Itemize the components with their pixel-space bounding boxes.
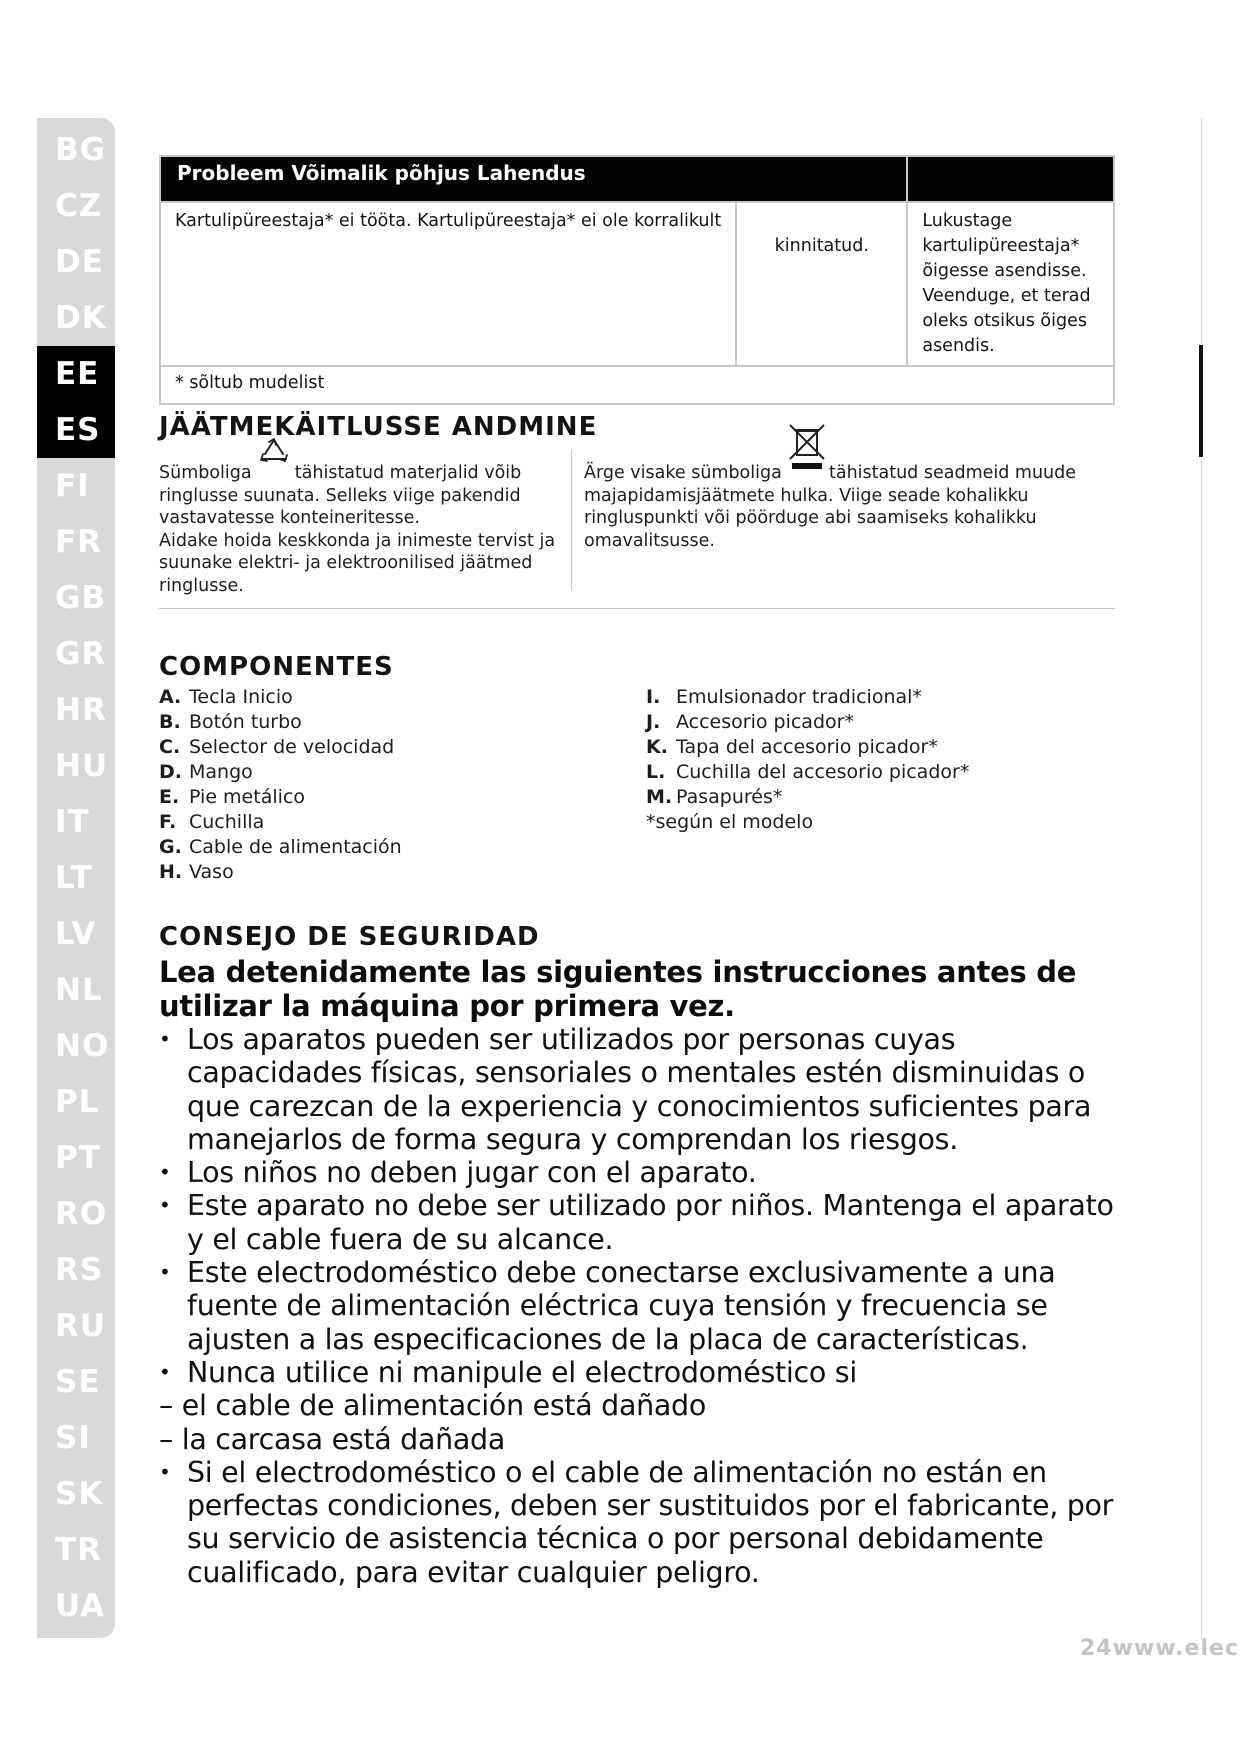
disposal-left-body: tähistatud materjalid võib ringlusse suunata. Selleks viige pakendid vastavatesse konteineritesse.	[159, 463, 522, 528]
footer-watermark: 24www.elec	[1080, 1636, 1239, 1661]
component-key: H.	[159, 861, 183, 883]
safety-sub-item: – la carcasa está dañada	[159, 1422, 506, 1456]
problem-cell: Kartulipüreestaja* ei tööta. Kartulipüreestaja* ei ole korralikult	[160, 202, 736, 366]
safety-bullet-item: • Si el electrodoméstico o el cable de alimentación no están en perfectas condiciones, deben ser sustituidos por el fabricante, por su servicio de asistencia técnica o por personal debidamente cualificado, para evitar cualquier peligro.	[159, 1456, 1119, 1589]
component-item	[159, 760, 402, 785]
section-divider	[159, 608, 1115, 609]
component-label: Cuchilla del accesorio picador*	[676, 761, 970, 783]
language-tab-gb[interactable]: GB	[55, 580, 107, 616]
component-label: Emulsionador tradicional*	[676, 686, 922, 708]
safety-bullet-item: • Este electrodoméstico debe conectarse exclusivamente a una fuente de alimentación eléctrica cuya tensión y frecuencia se ajusten a las especificaciones de la placa de características.	[159, 1256, 1119, 1356]
component-key: A.	[159, 686, 182, 708]
safety-bullet-item: • Los aparatos pueden ser utilizados por personas cuyas capacidades físicas, sensoriales o mentales estén disminuidas o que carezcan de la experiencia y conocimientos suficientes para manejarlos de forma segura y comprendan los riesgos.	[159, 1023, 1119, 1156]
language-tab-fi[interactable]: FI	[55, 468, 90, 504]
component-label: Tapa del accesorio picador*	[676, 736, 938, 758]
component-key: J.	[646, 711, 661, 733]
language-tab-pl[interactable]: PL	[55, 1084, 100, 1120]
safety-title: CONSEJO DE SEGURIDAD	[159, 922, 540, 952]
component-label: Pasapurés*	[676, 786, 783, 808]
components-list-right	[646, 685, 969, 835]
language-tab-ee[interactable]: EE	[37, 346, 115, 402]
table-header: Probleem Võimalik põhjus Lahendus	[160, 156, 907, 202]
component-label: Accesorio picador*	[676, 711, 854, 733]
language-tab-fr[interactable]: FR	[55, 524, 103, 560]
component-label: Mango	[189, 761, 253, 783]
component-label: Tecla Inicio	[189, 686, 293, 708]
component-key: B.	[159, 711, 181, 733]
disposal-left-text	[159, 462, 559, 597]
table-note: * sõltub mudelist	[160, 366, 1114, 404]
component-item	[159, 860, 402, 885]
language-tab-hu[interactable]: HU	[55, 748, 109, 784]
component-item	[159, 835, 402, 860]
language-tab-list	[37, 122, 115, 1634]
table-row	[160, 202, 1114, 366]
component-item	[159, 785, 402, 810]
language-tab-si[interactable]: SI	[55, 1420, 91, 1456]
component-item	[159, 735, 402, 760]
language-tab-lv[interactable]: LV	[55, 916, 97, 952]
component-item	[646, 685, 969, 710]
component-key: E.	[159, 786, 180, 808]
solution-cell: Lukustage kartulipüreestaja* õigesse asendisse. Veenduge, et terad oleks otsikus õiges asendis.	[907, 202, 1114, 366]
component-item	[646, 710, 969, 735]
safety-bullet-item: • Nunca utilice ni manipule el electrodoméstico si	[159, 1356, 1119, 1389]
disposal-left-body-2: Aidake hoida keskkonda ja inimeste tervist ja suunake elektri- ja elektroonilised jäätmed ringlusse.	[159, 530, 556, 596]
language-tab-ru[interactable]: RU	[55, 1308, 107, 1344]
component-key: G.	[159, 836, 182, 858]
page-section-marker	[1199, 345, 1203, 457]
component-item	[646, 760, 969, 785]
troubleshooting-table	[159, 155, 1115, 405]
safety-bullet-item: • Este aparato no debe ser utilizado por niños. Mantenga el aparato y el cable fuera de su alcance.	[159, 1189, 1119, 1256]
component-key: M.	[646, 786, 673, 808]
language-tab-nl[interactable]: NL	[55, 972, 103, 1008]
disposal-column-divider	[571, 450, 572, 590]
language-tab-no[interactable]: NO	[55, 1028, 110, 1064]
language-tab-dk[interactable]: DK	[55, 300, 107, 336]
component-label: Pie metálico	[189, 786, 305, 808]
component-label: Vaso	[189, 861, 234, 883]
cause-cell	[736, 202, 907, 366]
table-header-row	[160, 156, 1114, 202]
language-tab-tr[interactable]: TR	[55, 1532, 103, 1568]
language-tab-es[interactable]: ES	[37, 402, 115, 458]
language-tab-it[interactable]: IT	[55, 804, 90, 840]
safety-sub-item: – el cable de alimentación está dañado	[159, 1389, 706, 1423]
component-key: D.	[159, 761, 182, 783]
language-tab-ro[interactable]: RO	[55, 1196, 108, 1232]
language-tab-ua[interactable]: UA	[55, 1588, 106, 1624]
component-key: K.	[646, 736, 668, 758]
language-tab-de[interactable]: DE	[55, 244, 104, 280]
table-header-empty	[907, 156, 1114, 202]
language-tab-gr[interactable]: GR	[55, 636, 107, 672]
safety-instructions-list	[159, 1023, 1119, 1589]
component-label: Botón turbo	[189, 711, 302, 733]
components-title: COMPONENTES	[159, 652, 394, 682]
component-key: I.	[646, 686, 661, 708]
components-note: *según el modelo	[646, 811, 814, 833]
cause-text: kinnitatud.	[774, 236, 869, 256]
disposal-title: JÄÄTMEKÄITLUSSE ANDMINE	[159, 412, 598, 442]
disposal-left-lead: Sümboliga	[159, 463, 252, 483]
component-item	[159, 810, 402, 835]
disposal-right-lead: Ärge visake sümboliga	[584, 463, 782, 483]
components-list-left	[159, 685, 402, 885]
component-key: C.	[159, 736, 181, 758]
component-label: Selector de velocidad	[189, 736, 395, 758]
component-item	[646, 785, 969, 810]
component-label: Cuchilla	[189, 811, 265, 833]
language-tab-sk[interactable]: SK	[55, 1476, 104, 1512]
language-tab-cz[interactable]: CZ	[55, 188, 103, 224]
language-tab-se[interactable]: SE	[55, 1364, 101, 1400]
safety-lead-text: Lea detenidamente las siguientes instrucciones antes de utilizar la máquina por primera vez.	[159, 955, 1077, 1023]
disposal-right-text	[584, 462, 1104, 552]
component-item	[159, 685, 402, 710]
safety-bullet-item: • Los niños no deben jugar con el aparato.	[159, 1156, 1119, 1189]
language-tab-hr[interactable]: HR	[55, 692, 107, 728]
table-note-row	[160, 366, 1114, 404]
component-key: L.	[646, 761, 666, 783]
language-tab-lt[interactable]: LT	[55, 860, 93, 896]
language-tab-pt[interactable]: PT	[55, 1140, 101, 1176]
component-item	[159, 710, 402, 735]
disposal-right-body: tähistatud seadmeid muude majapidamisjäätmete hulka. Viige seade kohalikku ringluspunkti või pöörduge abi saamiseks kohalikku omavalitsusse.	[584, 463, 1077, 551]
language-tab-rs[interactable]: RS	[55, 1252, 104, 1288]
component-key: F.	[159, 811, 177, 833]
component-item	[646, 735, 969, 760]
component-label: Cable de alimentación	[189, 836, 402, 858]
language-tab-bg[interactable]: BG	[55, 132, 107, 168]
